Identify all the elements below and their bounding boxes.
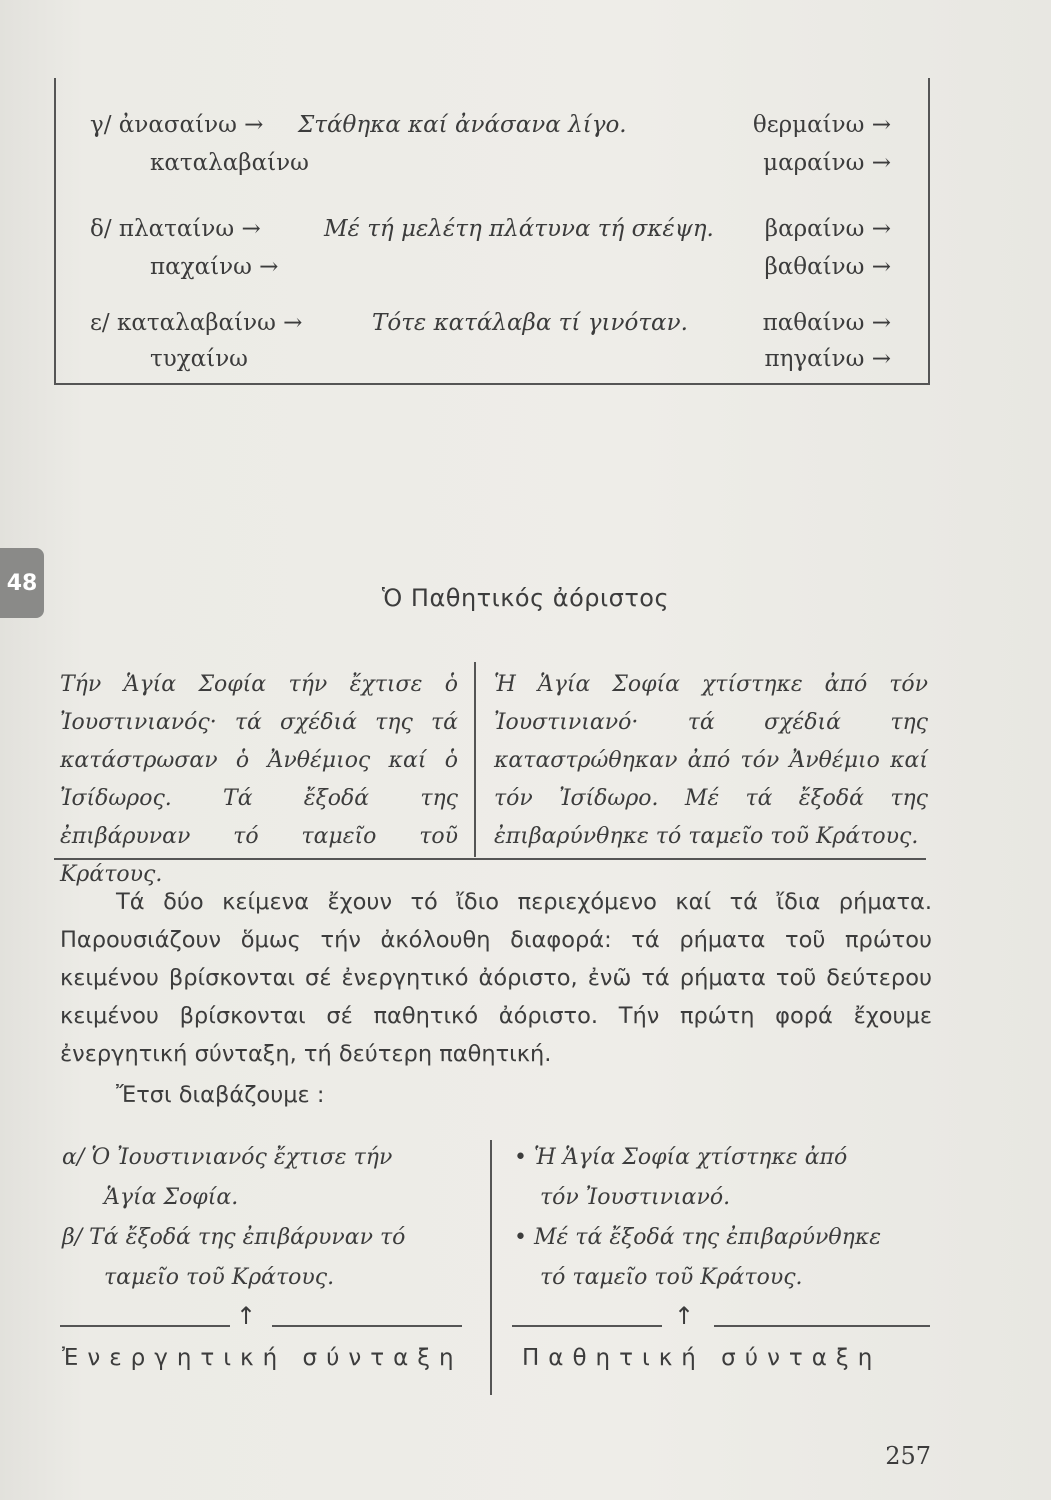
active-arrow-icon: ↑ [236,1302,257,1330]
active-syntax-label: Ἐνεργητική σύνταξη [62,1345,463,1371]
exercise-row-g-left2: καταλαβαίνω [150,150,309,176]
passive-text: Ἡ Ἁγία Σοφία χτίστηκε ἀπό τόν Ἰουστινιανό· τά σχέδιά της καταστρώθηκαν ἀπό τόν Ἀνθέμιο καί τόν Ἰσίδωρο. Μέ τά ἔξοδά της ἐπιβαρύνθηκε τό ταμεῖο τοῦ Κράτους. [494,672,928,849]
page-tab: 48 [0,548,44,618]
active-examples [62,1138,462,1298]
active-text: Τήν Ἁγία Σοφία τήν ἔχτισε ὁ Ἰουστινιανός· τά σχέδιά της τά κατάστρωσαν ὁ Ἀνθέμιος καί ὁ Ἰσίδωρος. Τά ἔξοδά της ἐπιβάρυναν τό ταμεῖο τοῦ Κράτους. [60,672,458,887]
examples-divider [490,1140,492,1395]
exercise-row-d-left2: παχαίνω → [150,254,279,280]
active-example-line: ταμεῖο τοῦ Κράτους. [104,1265,335,1290]
exercise-row-g-right1: θερμαίνω → [752,112,891,138]
exercise-row-e-right2: πηγαίνω → [764,346,891,372]
passive-rule-right [714,1325,930,1327]
exercise-row-d-right1: βαραίνω → [764,216,891,242]
active-rule-right [272,1325,462,1327]
active-rule-left [60,1325,230,1327]
section-title: Ὁ Παθητικός ἀόριστος [381,584,670,612]
examples-intro: Ἔτσι διαβάζουμε : [116,1082,325,1108]
passive-example-line: τό ταμεῖο τοῦ Κράτους. [540,1265,803,1290]
active-example-line: Ἁγία Σοφία. [104,1185,239,1210]
explanation-text: Τά δύο κείμενα ἔχουν τό ἴδιο περιεχόμενο καί τά ἴδια ρήματα. Παρουσιάζουν ὅμως τήν ἀκόλουθη διαφορά: τά ρήματα τοῦ πρώτου κειμένου βρίσκονται σέ ἐνεργητικό ἀόριστο, ἐνῶ τά ρήματα τοῦ δεύτερου κειμένου βρίσκονται σέ παθητικό ἀόριστο. Τήν πρώτη φορά ἔχουμε ἐνεργητική σύνταξη, τή δεύτερη παθητική. [60,889,932,1067]
exercise-row-e-right1: παθαίνω → [762,310,891,336]
passive-example-line: • Ἡ Ἁγία Σοφία χτίστηκε ἀπό [514,1145,848,1170]
exercise-row-g-label: γ/ ἀνασαίνω → [90,112,264,138]
exercise-row-d-right2: βαθαίνω → [764,254,891,280]
exercise-row-d-label: δ/ πλαταίνω → [90,216,261,242]
exercise-row-e-example: Τότε κατάλαβα τί γινόταν. [372,310,688,336]
active-example-line: α/ Ὁ Ἰουστινιανός ἔχτισε τήν [62,1145,393,1170]
explanation-paragraph [60,883,932,1073]
passive-example-line: τόν Ἰουστινιανό. [540,1185,731,1210]
exercise-row-g-right2: μαραίνω → [763,150,891,176]
exercise-row-g-example: Στάθηκα καί ἀνάσανα λίγο. [298,112,627,138]
active-example-line: β/ Τά ἔξοδά της ἐπιβάρυναν τό [62,1225,406,1250]
comparison-rule [54,858,926,860]
passive-rule-left [512,1325,662,1327]
exercise-row-e-left2: τυχαίνω [150,346,248,372]
passive-arrow-icon: ↑ [674,1302,695,1330]
page-number: 257 [885,1442,931,1470]
exercise-row-d-example: Μέ τή μελέτη πλάτυνα τή σκέψη. [324,216,714,242]
passive-syntax-label: Παθητική σύνταξη [522,1345,882,1371]
passive-example-line: • Μέ τά ἔξοδά της ἐπιβαρύνθηκε [514,1225,882,1250]
comparison-divider [474,662,476,857]
exercise-row-e-label: ε/ καταλαβαίνω → [90,310,303,336]
passive-examples [514,1138,934,1298]
